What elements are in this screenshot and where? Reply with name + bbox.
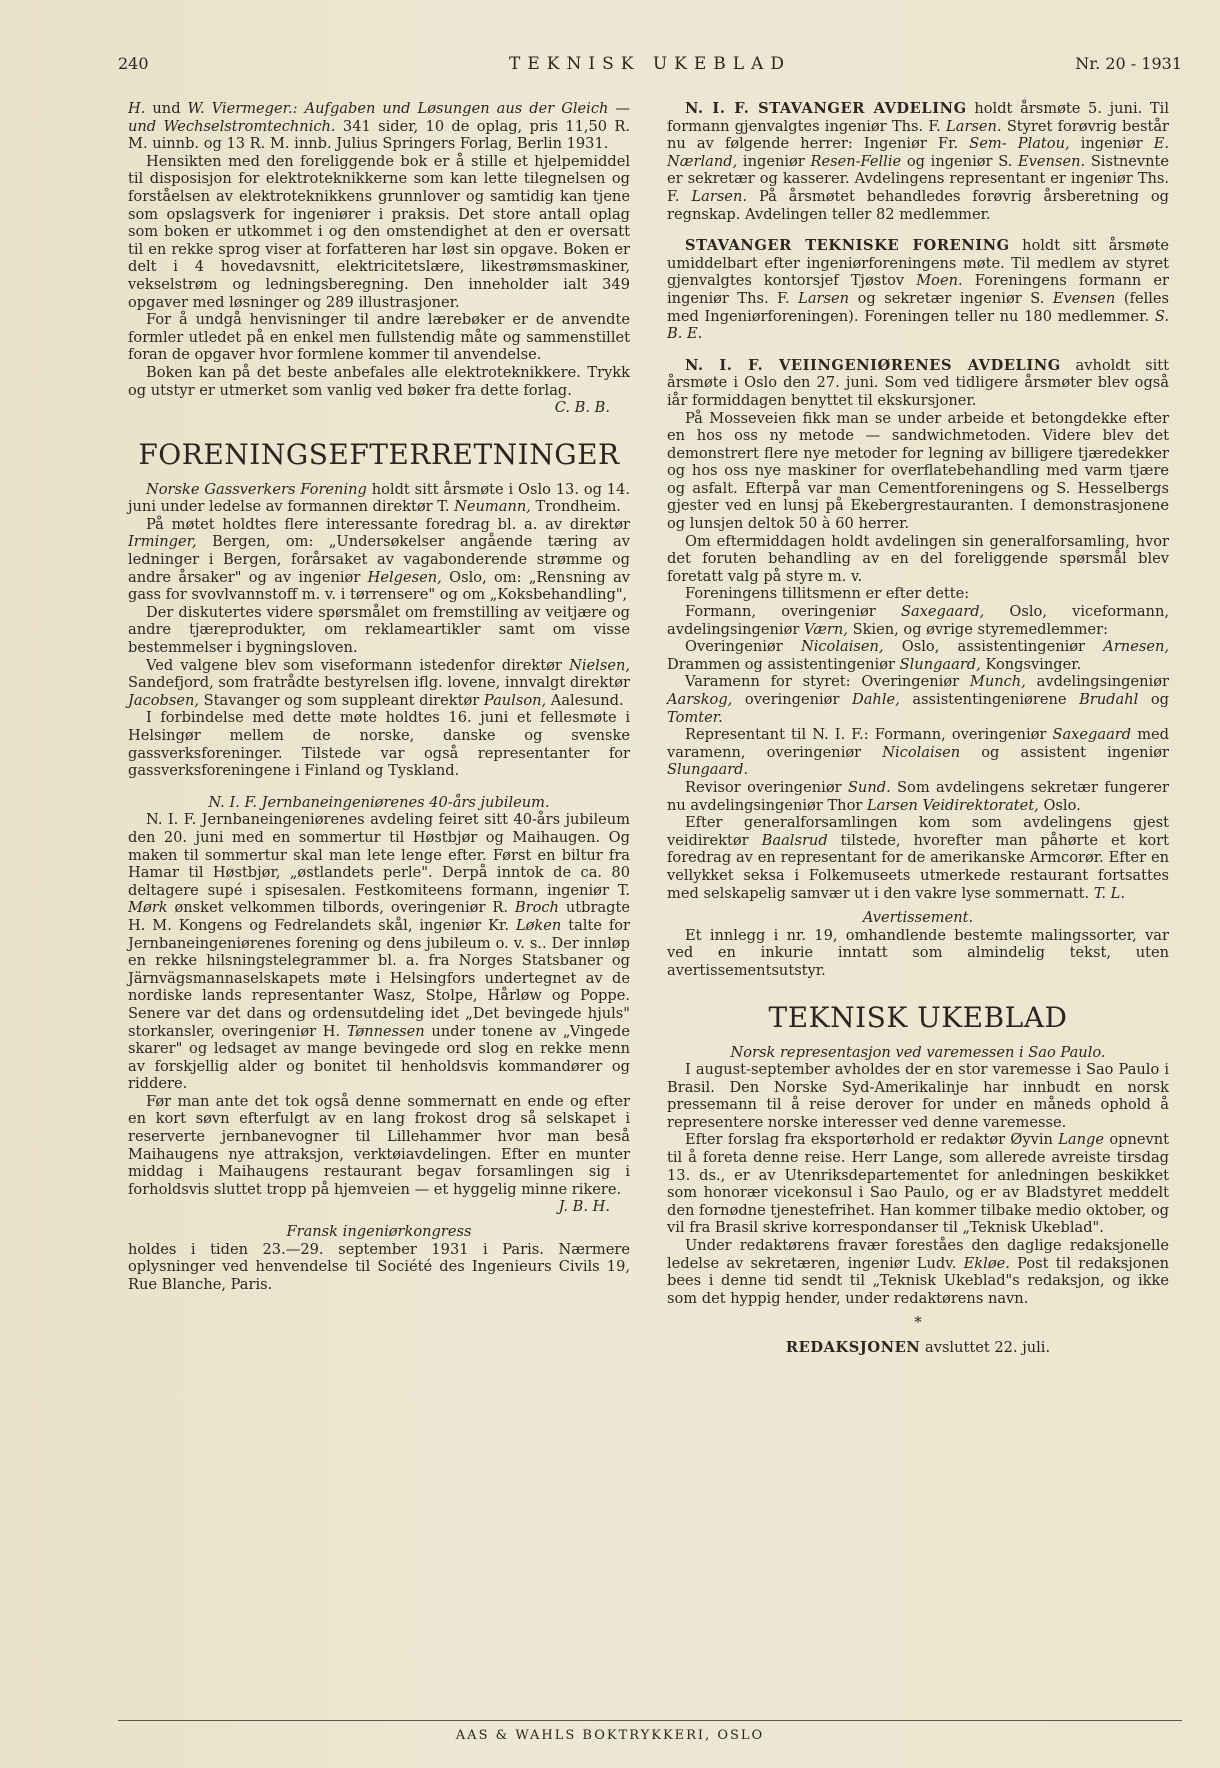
road-division-paragraph: N. I. F. VEIINGENIØRENES AVDELING avholdt sitt årsmøte i Oslo den 27. juni. Som ved tidligere årsmøter blev også iår formiddagen benyttet til ekskursjoner. <box>667 356 1170 409</box>
gas-paragraph: Der diskutertes videre spørsmålet om fremstilling av veitjære og andre tjæreprodukter, om reklameartikler samt om visse bestemmelser i bygningsloven. <box>128 603 630 657</box>
road-division-paragraph: Varamenn for styret: Overingeniør Munch, avdelingsingeniør Aarskog, overingeniør Dahle, assistentingeniørene Brudahl og Tomter. <box>667 673 1170 726</box>
footer-rule <box>118 1720 1182 1721</box>
road-division-paragraph: Efter generalforsamlingen kom som avdelingens gjest veidirektør Baalsrud tilstede, hvorefter man påhørte et kort foredrag av en representant for de amerikanske Armcorør. Efter en vellykket seksa i Folkemuseets utmerkede restaurant fortsattes med selskapelig samvær ut i den vakre lyse sommernatt. T. L. <box>667 814 1169 902</box>
road-division-paragraph: Representant til N. I. F.: Formann, overingeniør Saxegaard med varamenn, overingeniør Nicolaisen og assistent ingeniør Slungaard. <box>667 726 1170 779</box>
printer-imprint: AAS & WAHLS BOKTRYKKERI, OSLO <box>455 1728 765 1743</box>
road-division-paragraph: På Mosseveien fikk man se under arbeide et betongdekke efter en hos oss ny metode — sandwichmetoden. Videre blev det demonstrert flere nye metoder for legning av billigere tjæredekker og hos oss nye maskiner for overflatebehandling med varm tjære og asfalt. Efterpå var man Cementforeningens og S. Hesselbergs gjester ved en lunsj på Ekebergrestauranten. I demonstrasjonene og lunsjen deltok 50 à 60 herrer. <box>667 409 1169 533</box>
jubilee-paragraph: Før man ante det tok også denne sommernatt en ende og efter en kort søvn efterfulgt av en lang frokost drog så selskapet i reserverte jernbanevogner til Lillehammer hvor man beså Maihaugens nye attraksjon, verktøiavdelingen. Efter en munter middag i Maihaugens restaurant begav forsamlingen sig i forholdsvis sluttet tropp på hjemveien — et hyggelig minne rikere. <box>128 1092 630 1198</box>
gas-paragraph: Norske Gassverkers Forening holdt sitt årsmøte i Oslo 13. og 14. juni under ledelse av formannen direktør T. Neumann, Trondheim. <box>128 480 631 516</box>
page-number: 240 <box>118 54 149 73</box>
advertisement-title: Avertissement. <box>862 909 974 927</box>
left-column <box>128 100 630 1293</box>
asterism: * <box>914 1314 922 1332</box>
jubilee-paragraph: N. I. F. Jernbaneingeniørenes avdeling feiret sitt 40-års jubileum den 20. juni med en sommertur til Høstbjør og Maihaugen. Og maken til sommertur skal man lete lenge efter. Først en biltur fra Hamar til Høstbjør, „østlandets perle". Derpå inntok de ca. 80 deltagere supé i spisesalen. Festkomiteens formann, ingeniør T. Mørk ønsket velkommen tilbords, overingeniør R. Broch utbragte H. M. Kongens og Fedrelandets skål, ingeniør Kr. Løken talte for Jernbaneingeniørenes forening og dens jubileum o. v. s.. Der innløp en rekke hilsningstelegrammer bl. a. fra Norges Statsbaner og Järnvägsmannaselskapets møte i Helsingfors undertegnet av de nordiske lands representanter Wasz, Stolpe, Hårløw og Poppe. Senere var det dans og ordensutdeling idet „Det bevingede hjuls" storkansler, overingeniør H. Tønnessen under tonene av „Vingede skarer" og ledsaget av mange bevingede ord slog en rekke menn av forskjellig alder og bonitet til henholdsvis kommandører og riddere. <box>128 811 631 1093</box>
section-title: TEKNISK UKEBLAD <box>768 1000 1068 1034</box>
jubilee-title: N. I. F. Jernbaneingeniørenes 40-års jubileum. <box>208 793 550 811</box>
gas-paragraph: På møtet holdtes flere interessante foredrag bl. a. av direktør Irminger, Bergen, om: „Undersøkelser angående tæring av ledninger i Bergen, forårsaket av vagabonderende strømme og andre årsaker" og av ingeniør Helgesen, Oslo, om: „Rensning av gass for svovlvannstoff m. v. i tørrensere" og om „Koksbehandling", <box>128 515 631 604</box>
gas-paragraph: Ved valgene blev som viseformann istedenfor direktør Nielsen, Sandefjord, som fratrådte bestyrelsen iflg. lovene, innvalgt direktør Jacobsen, Stavanger og som suppleant direktør Paulson, Aalesund. <box>128 656 630 709</box>
running-title: TEKNISK UKEBLAD <box>509 54 791 74</box>
road-division-paragraph: Formann, overingeniør Saxegaard, Oslo, viceformann, avdelingsingeniør Værn, Skien, og øvrige styremedlemmer: <box>667 603 1169 638</box>
road-division-paragraph: Om eftermiddagen holdt avdelingen sin generalforsamling, hvor det foruten behandling av en del foreliggende spørsmål blev foretatt valg på styre m. v. <box>667 532 1169 585</box>
section-title: FORENINGSEFTERRETNINGER <box>138 437 620 471</box>
road-division-paragraph: Revisor overingeniør Sund. Som avdelingens sekretær fungerer nu avdelingsingeniør Thor Larsen Veidirektoratet, Oslo. <box>667 778 1170 814</box>
signature: J. B. H. <box>558 1198 610 1216</box>
gas-paragraph: I forbindelse med dette møte holdtes 16. juni et fellesmøte i Helsingør mellem de norske, danske og svenske gassverksforeninger. Tilstede var også representanter for gassverksforeningene i Finland og Tyskland. <box>128 709 630 780</box>
stavanger-technical-paragraph: STAVANGER TEKNISKE FORENING holdt sitt årsmøte umiddelbart efter ingeniørforeningens møte. Til medlem av styret gjenvalgtes kontorsjef Tjøstov Moen. Foreningens formann er ingeniør Ths. F. Larsen og sekretær ingeniør S. Evensen (felles med Ingeniørforeningen). Foreningen teller nu 180 medlemmer. S. B. E. <box>667 237 1170 343</box>
road-division-paragraph: Overingeniør Nicolaisen, Oslo, assistentingeniør Arnesen, Drammen og assistentingeniør Slungaard, Kongsvinger. <box>667 638 1169 673</box>
advertisement-paragraph: Et innlegg i nr. 19, omhandlende bestemte malingssorter, var ved en inkurie inntatt som almindelig tekst, uten avertissementsutstyr. <box>667 926 1169 979</box>
signature: C. B. B. <box>554 399 610 417</box>
page-header <box>118 54 1182 78</box>
sao-paulo-paragraph: Under redaktørens fravær foreståes den daglige redaksjonelle ledelse av sekretæren, ingeniør Ludv. Ekløe. Post til redaksjonen bees i denne tid sendt til „Teknisk Ukeblad"s redaksjon, og ikke som det hyppig hender, under redaktørens navn. <box>667 1237 1170 1307</box>
issue-number: Nr. 20 - 1931 <box>1075 54 1182 73</box>
road-division-paragraph: Foreningens tillitsmenn er efter dette: <box>685 585 970 603</box>
sao-paulo-paragraph: I august-september avholdes der en stor varemesse i Sao Paulo i Brasil. Den Norske Syd-Amerikalinje har innbudt en norsk pressemann til å reise derover for under en måneds ophold å representere norske interesser ved denne varemesse. <box>667 1061 1169 1131</box>
section-subtitle: Norsk representasjon ved varemessen i Sao Paulo. <box>730 1043 1106 1061</box>
book-review-paragraph: Boken kan på det beste anbefales alle elektroteknikkere. Trykk og utstyr er utmerket som vanlig ved bøker fra dette forlag. <box>128 363 630 399</box>
congress-paragraph: holdes i tiden 23.—29. september 1931 i Paris. Nærmere oplysninger ved henvendelse til Société des Ingenieurs Civils 19, Rue Blanche, Paris. <box>128 1240 630 1293</box>
book-review-paragraph: Hensikten med den foreliggende bok er å stille et hjelpemiddel til disposisjon for elektroteknikkerne som kan lette tilegnelsen og forståelsen av elektroteknikkens grunnlover og samtidig kan tjene som opslagsverk for ingeniører i praksis. Det store antall oplag som boken er utkommet i og den omstendighet at den er oversatt til en rekke sprog viser at forfatteren har løst sin opgave. Boken er delt i 4 hovedavsnitt, elektricitetslære, likestrømsmaskiner, vekselstrøm og ledningsberegning. Den inneholder ialt 349 opgaver med løsninger og 289 illustrasjoner. <box>128 152 630 311</box>
right-column <box>667 100 1169 1357</box>
stavanger-division-paragraph: N. I. F. STAVANGER AVDELING holdt årsmøte 5. juni. Til formann gjenvalgtes ingeniør Ths. F. Larsen. Styret forøvrig består nu av følgende herrer: Ingeniør Fr. Sem- Platou, ingeniør E. Nærland, ingeniør Resen-Fellie og ingeniør S. Evensen. Sistnevnte er sekretær og kasserer. Avdelingens representant er ingeniør Ths. F. Larsen. På årsmøtet behandledes forøvrig årsberetning og regnskap. Avdelingen teller 82 medlemmer. <box>667 100 1170 223</box>
sao-paulo-paragraph: Efter forslag fra eksportørhold er redaktør Øyvin Lange opnevnt til å foreta denne reise. Herr Lange, som allerede avreiste tirsdag 13. ds., er av Utenriksdepartementet for anledningen beskikket som honorær vicekonsul i Sao Paulo, og er av Bladstyret meddelt den fornødne tjenestefrihet. Han kommer tilbake medio oktober, og vil fra Brasil skrive korrespondanser til „Teknisk Ukeblad". <box>667 1131 1170 1237</box>
congress-title: Fransk ingeniørkongress <box>286 1223 472 1241</box>
book-review-paragraph: For å undgå henvisninger til andre lærebøker er de anvendte formler utledet på en enkel men fullstendig måte og sammenstillet foran de opgaver hvor formlene kommer til anvendelse. <box>128 311 630 364</box>
book-review-citation: H. und W. Viermeger.: Aufgaben und Løsungen aus der Gleich — und Wechselstromtechnich. 341 sider, 10 de oplag, pris 11,50 R. M. uinnb. og 13 R. M. innb. Julius Springers Forlag, Berlin 1931. <box>128 100 631 153</box>
editorial-close: REDAKSJONEN avsluttet 22. juli. <box>785 1339 1051 1356</box>
